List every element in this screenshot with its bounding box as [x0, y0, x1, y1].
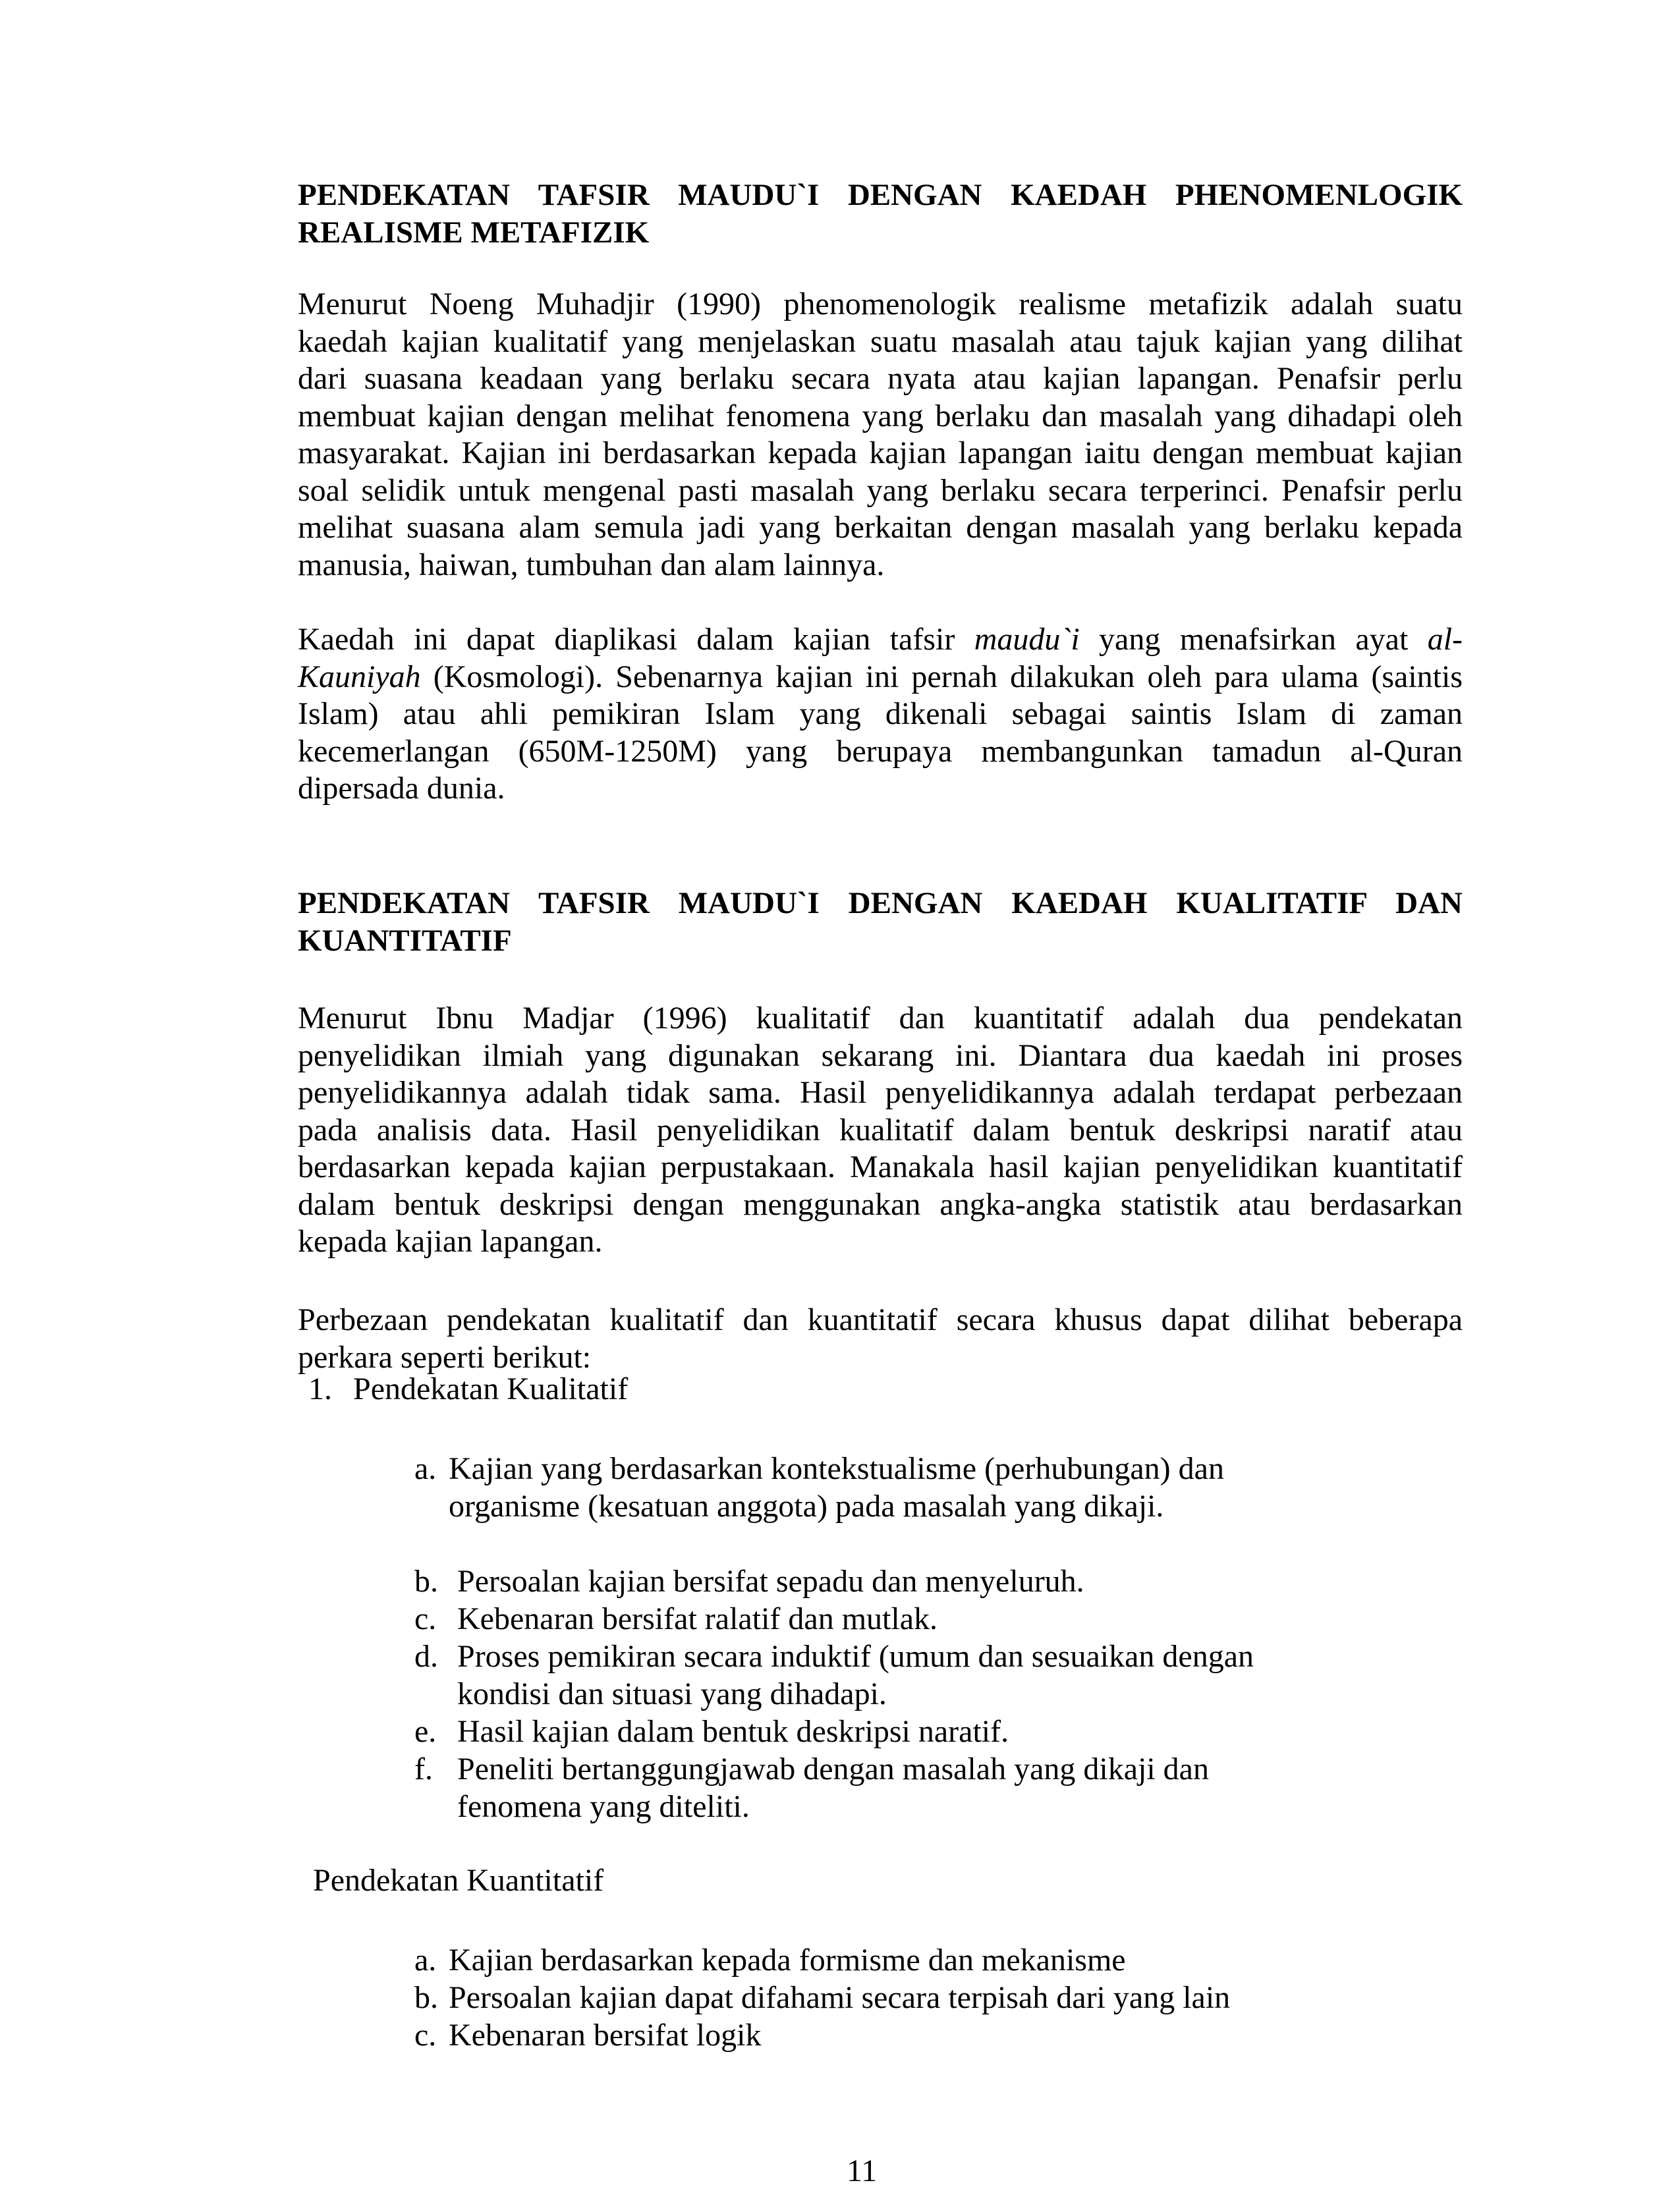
text-run: Kaedah ini dapat diaplikasi dalam kajian tafsir — [298, 622, 974, 657]
list-label: d. — [414, 1639, 438, 1674]
paragraph-kaedah-aplikasi — [298, 621, 1463, 808]
list-text: Kajian yang berdasarkan kontekstualisme (perhubungan) dan — [449, 1451, 1224, 1486]
text-line — [298, 733, 1463, 771]
list-label: c. — [414, 1601, 437, 1636]
text-line: soal selidik untuk mengenal pasti masalah yang berlaku secara terperinci. Penafsir perlu — [298, 472, 1463, 508]
list-label: a. — [414, 1451, 437, 1486]
list-text: Proses pemikiran secara induktif (umum dan sesuaikan dengan — [457, 1639, 1254, 1674]
list-text: fenomena yang diteliti. — [457, 1789, 750, 1824]
text-line: melihat suasana alam semula jadi yang berkaitan dengan masalah yang berlaku kepada — [298, 510, 1463, 545]
text-line: membuat kajian dengan melihat fenomena yang berlaku dan masalah yang dihadapi oleh — [298, 398, 1463, 433]
paragraph-perbezaan — [298, 1302, 1463, 1376]
text-line: manusia, haiwan, tumbuhan dan alam lainnya. — [298, 547, 885, 582]
text-line: dari suasana keadaan yang berlaku secara nyata atau kajian lapangan. Penafsir perlu — [298, 361, 1463, 396]
text-line: dalam bentuk deskripsi dengan menggunakan angka-angka statistik atau berdasarkan — [298, 1186, 1463, 1222]
text-line: penyelidikan ilmiah yang digunakan sekarang ini. Diantara dua kaedah ini proses — [298, 1038, 1463, 1073]
text-line: Perbezaan pendekatan kualitatif dan kuantitatif secara khusus dapat dilihat beberapa — [298, 1302, 1463, 1337]
heading-phenomenologik — [298, 177, 1463, 251]
list-text: Peneliti bertanggungjawab dengan masalah yang dikaji dan — [457, 1752, 1209, 1787]
text-line: penyelidikannya adalah tidak sama. Hasil penyelidikannya adalah terdapat perbezaan — [298, 1075, 1463, 1110]
list-number: 1. — [308, 1372, 332, 1406]
list-title: Pendekatan Kualitatif — [353, 1372, 629, 1406]
list-text: Persoalan kajian dapat difahami secara terpisah dari yang lain — [449, 1980, 1231, 2015]
text-run: dipersada dunia. — [298, 771, 505, 806]
italic-term: al- — [1427, 622, 1463, 657]
text-line: Menurut Noeng Muhadjir (1990) phenomenologik realisme metafizik adalah suatu — [298, 287, 1463, 321]
paragraph-phenomenologik — [298, 286, 1463, 584]
text-run: (Kosmologi). Sebenarnya kajian ini pernah dilakukan oleh para ulama (saintis — [420, 659, 1463, 694]
page-number: 11 — [847, 2153, 878, 2188]
text-line: PENDEKATAN TAFSIR MAUDU`I DENGAN KAEDAH PHENOMENLOGIK — [298, 178, 1463, 212]
text-line — [298, 621, 1463, 659]
kuantitatif-title: Pendekatan Kuantitatif — [313, 1863, 604, 1898]
list-label: c. — [414, 2018, 437, 2053]
text-line: pada analisis data. Hasil penyelidikan kualitatif dalam bentuk deskripsi naratif atau — [298, 1112, 1463, 1148]
heading-kualitatif-kuantitatif — [298, 885, 1463, 959]
list-label: f. — [414, 1752, 433, 1787]
text-run: kecemerlangan (650M-1250M) yang berupaya membangunkan tamadun al-Quran — [298, 733, 1463, 769]
italic-term: Kauniyah — [298, 659, 421, 694]
text-line: kepada kajian lapangan. — [298, 1224, 603, 1259]
list-text: Persoalan kajian bersifat sepadu dan menyeluruh. — [457, 1564, 1084, 1599]
list-text: organisme (kesatuan anggota) pada masalah yang dikaji. — [449, 1489, 1164, 1524]
list-text: Kajian berdasarkan kepada formisme dan mekanisme — [449, 1943, 1126, 1978]
text-line: perkara seperti berikut: — [298, 1339, 592, 1375]
text-line: masyarakat. Kajian ini berdasarkan kepada kajian lapangan iaitu dengan membuat kajian — [298, 435, 1463, 470]
text-line: berdasarkan kepada kajian perpustakaan. Manakala hasil kajian penyelidikan kuantitatif — [298, 1150, 1463, 1184]
list-text: Kebenaran bersifat ralatif dan mutlak. — [457, 1601, 938, 1636]
list-text: kondisi dan situasi yang dihadapi. — [457, 1676, 887, 1711]
text-line — [298, 770, 1463, 808]
text-line: Menurut Ibnu Madjar (1996) kualitatif dan kuantitatif adalah dua pendekatan — [298, 1001, 1463, 1036]
text-line: kaedah kajian kualitatif yang menjelaskan suatu masalah atau tajuk kajian yang dilihat — [298, 323, 1463, 359]
text-line: REALISME METAFIZIK — [298, 215, 650, 250]
list-text: Hasil kajian dalam bentuk deskripsi naratif. — [457, 1714, 1009, 1749]
paragraph-ibnu-madjar — [298, 1000, 1463, 1261]
text-line: KUANTITATIF — [298, 923, 512, 958]
text-run: Islam) atau ahli pemikiran Islam yang dikenali sebagai saintis Islam di zaman — [298, 696, 1463, 731]
text-line: PENDEKATAN TAFSIR MAUDU`I DENGAN KAEDAH KUALITATIF DAN — [298, 886, 1463, 920]
list-label: e. — [414, 1714, 437, 1749]
text-line — [298, 659, 1463, 696]
text-run: yang menafsirkan ayat — [1079, 622, 1428, 657]
list-label: a. — [414, 1943, 437, 1978]
list-label: b. — [414, 1564, 438, 1599]
text-line — [298, 696, 1463, 733]
list-text: Kebenaran bersifat logik — [449, 2018, 762, 2053]
italic-term: maudu`i — [974, 622, 1080, 657]
list-label: b. — [414, 1980, 438, 2015]
